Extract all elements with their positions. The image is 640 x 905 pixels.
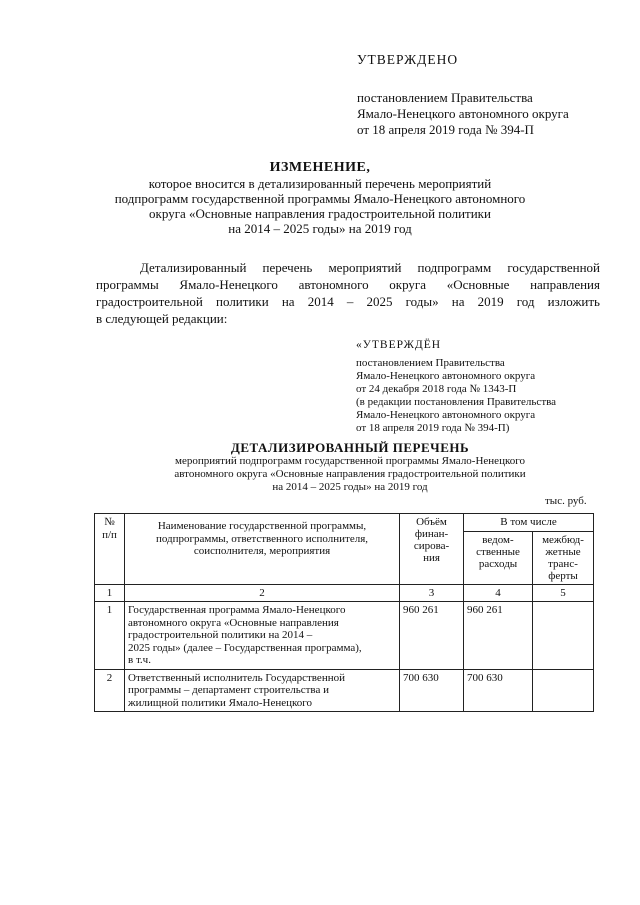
row-name [125,669,400,712]
row-name-line: 2025 годы» (далее – Государственная программа), [128,641,362,654]
header-transfers-line: ферты [548,569,578,582]
change-description [0,176,640,236]
header-num-line: п/п [102,528,117,541]
approval-header-title: УТВЕРЖДЕНО [357,52,459,67]
header-volume [400,514,464,585]
list-description-line: мероприятий подпрограмм государственной программы Ямало-Ненецкого [175,455,525,467]
column-numbers-row [95,584,594,602]
header-name-line: соисполнителя, мероприятия [193,545,331,557]
table-row [95,602,594,670]
column-number: 2 [125,584,400,602]
change-description-line: которое вносится в детализированный перечень мероприятий [148,176,492,191]
change-title: ИЗМЕНЕНИЕ, [269,160,371,175]
header-name-line: подпрограммы, ответственного исполнителя, [155,532,369,545]
change-description-line: округа «Основные направления градостроительной политики [149,206,491,221]
column-number: 1 [95,584,125,602]
decree-line: постановлением Правительства [357,90,533,105]
quoted-decree-line: от 24 декабря 2018 года № 1343-П [356,383,517,395]
column-number: 4 [464,584,533,602]
row-name-line: программы – департамент строительства и [128,684,329,696]
row-num: 1 [95,602,125,670]
header-num-line: № [104,516,115,528]
row-name-line: жилищной политики Ямало-Ненецкого [128,696,313,709]
row-name-line: в т.ч. [128,654,151,666]
quoted-decree-line: (в редакции постановления Правительства [356,396,557,408]
quoted-decree-line: от 18 апреля 2019 года № 394-П) [356,422,510,434]
header-transfers-line: межбюд- [542,533,584,546]
intro-line: Детализированный перечень мероприятий подпрограмм государственной [140,260,600,275]
row-name [125,602,400,670]
approval-header-decree [357,90,569,138]
header-including: В том числе [464,514,594,532]
header-volume-line: финан- [414,528,449,540]
row-name-line: Государственная программа Ямало-Ненецкого [128,604,346,616]
header-volume-line: сирова- [413,540,450,552]
decree-line: Ямало-Ненецкого автономного округа [357,106,569,121]
header-transfers [533,531,594,584]
list-description-line: на 2014 – 2025 годы» на 2019 год [272,481,428,493]
row-name-line: автономного округа «Основные направления [128,616,339,629]
row-transfers [533,602,594,670]
header-departmental [464,531,533,584]
quoted-approval-decree [356,357,556,435]
row-departmental: 960 261 [464,602,533,670]
row-num: 2 [95,669,125,712]
table-row [95,669,594,712]
header-transfers-line: транс- [548,557,578,570]
decree-line: от 18 апреля 2019 года № 394-П [357,122,534,137]
header-transfers-line: жетные [545,545,581,558]
row-volume: 960 261 [400,602,464,670]
row-name-line: Ответственный исполнитель Государственной [128,671,345,684]
header-volume-line: Объём [416,516,447,528]
intro-line: в следующей редакции: [96,311,228,326]
header-departmental-line: расходы [478,557,518,570]
list-description-line: автономного округа «Основные направления градостроительной политики [174,468,526,480]
intro-line: градостроительной политики на 2014 – 2025 годы» на 2019 год изложить [96,294,600,309]
header-volume-line: ния [423,552,440,564]
list-description [0,455,640,494]
intro-line: программы Ямало-Ненецкого автономного округа «Основные направления [96,277,600,292]
column-number: 5 [533,584,594,602]
quoted-decree-line: постановлением Правительства [356,357,505,369]
list-title: ДЕТАЛИЗИРОВАННЫЙ ПЕРЕЧЕНЬ [230,440,470,455]
row-volume: 700 630 [400,669,464,712]
quoted-decree-line: Ямало-Ненецкого автономного округа [356,409,536,421]
intro-paragraph [96,259,600,327]
header-name-line: Наименование государственной программы, [157,520,367,532]
change-description-line: подпрограмм государственной программы Ямало-Ненецкого автономного [114,191,526,206]
header-departmental-line: ственные [476,545,520,558]
header-departmental-line: ведом- [482,533,514,546]
change-description-line: на 2014 – 2025 годы» на 2019 год [228,221,412,236]
row-transfers [533,669,594,712]
table-header-row [95,514,594,532]
quoted-approval-title: «УТВЕРЖДЁН [356,339,442,351]
row-departmental: 700 630 [464,669,533,712]
units-label: тыс. руб. [545,495,587,507]
header-name [125,514,400,585]
quoted-decree-line: Ямало-Ненецкого автономного округа [356,370,536,382]
activities-table [94,513,594,712]
column-number: 3 [400,584,464,602]
header-num [95,514,125,585]
row-name-line: градостроительной политики на 2014 – [128,629,313,641]
